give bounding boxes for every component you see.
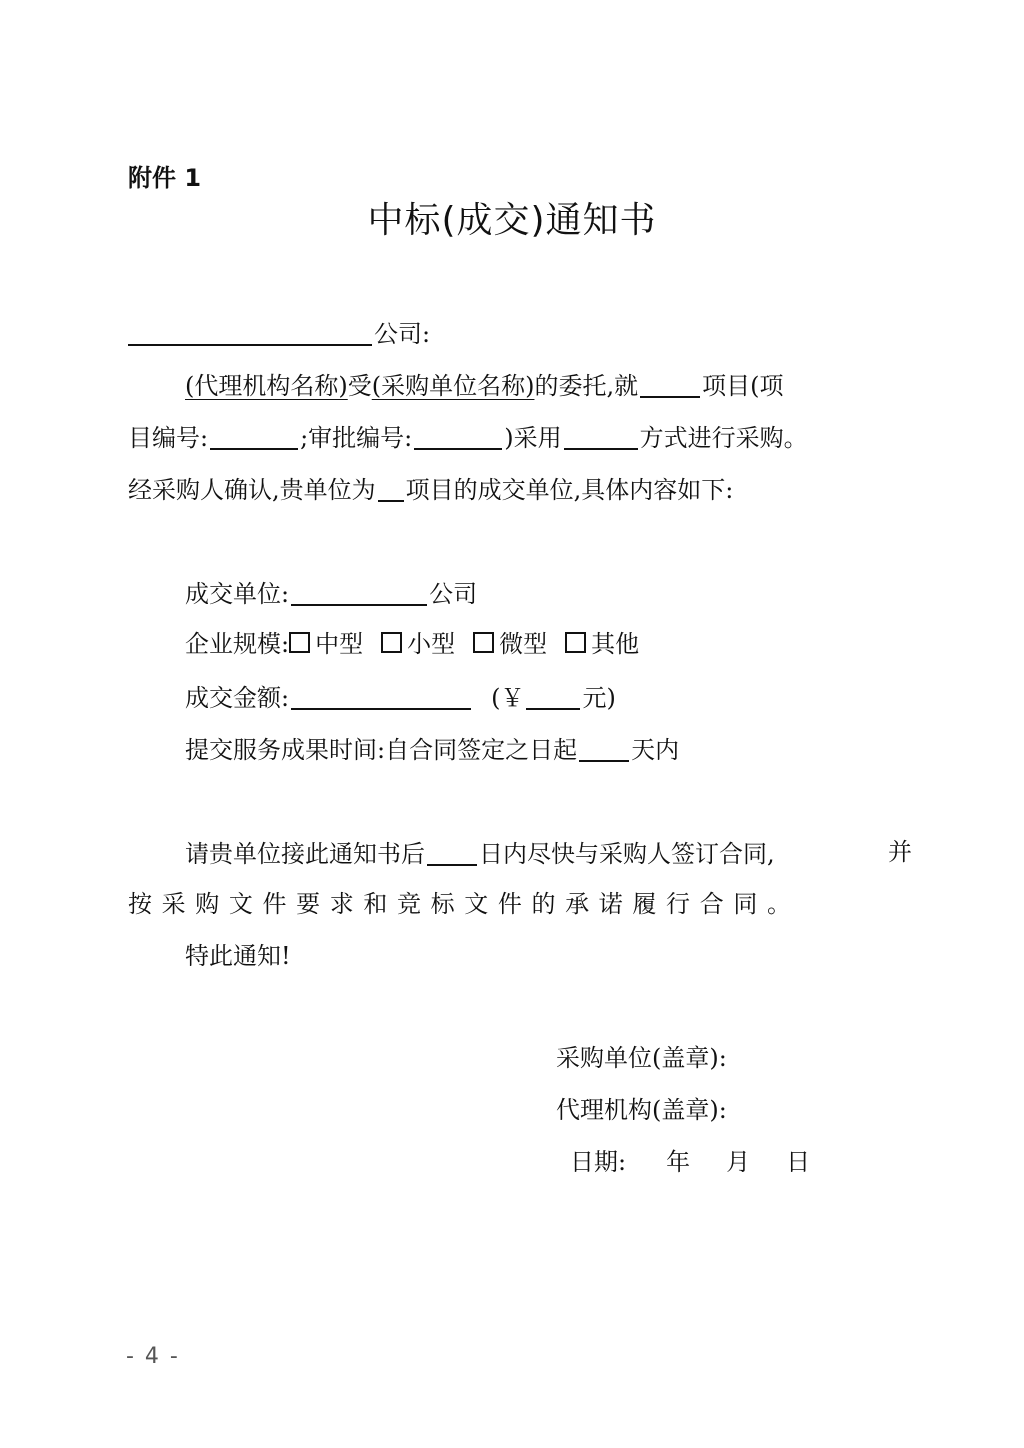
- paragraph1-line1: [185, 372, 783, 398]
- paragraph2-line1: [185, 840, 775, 866]
- salutation-line: [128, 320, 430, 346]
- delivery-time-row: [185, 736, 679, 762]
- winning-project-blank: [378, 476, 404, 502]
- paragraph2-line1-end: 并: [888, 838, 912, 866]
- signing-instruction-suffix: 日内尽快与采购人签订合同,: [479, 840, 775, 868]
- paragraph1-line2: [128, 424, 808, 450]
- paragraph2-line2: 按 采 购 文 件 要 求 和 竞 标 文 件 的 承 诺 履 行 合 同 。: [128, 890, 792, 918]
- procurement-method-blank: [564, 424, 638, 450]
- scale-option-label: 其他: [591, 630, 640, 658]
- agency-stamp-label: 代理机构(盖章):: [556, 1096, 727, 1124]
- closing-text: 特此通知!: [185, 942, 291, 970]
- scale-option-label: 微型: [499, 630, 548, 658]
- scale-option-micro[interactable]: [473, 632, 547, 656]
- date-label: 日期:: [570, 1148, 627, 1176]
- winner-name-blank: [291, 580, 427, 606]
- year-label: 年: [666, 1148, 691, 1176]
- enterprise-scale-row: [185, 632, 657, 656]
- project-number-label: 目编号:: [128, 424, 209, 452]
- approval-number-blank: [414, 424, 502, 450]
- page-title: 中标(成交)通知书: [367, 200, 657, 241]
- date-row: [570, 1150, 810, 1174]
- checkbox-icon[interactable]: [473, 632, 494, 653]
- procurement-method-label: )采用: [504, 424, 562, 452]
- amount-label: 成交金额:: [185, 684, 290, 712]
- enterprise-scale-label: 企业规模:: [185, 630, 290, 658]
- agency-name-placeholder: (代理机构名称): [185, 372, 348, 400]
- scale-option-other[interactable]: [565, 632, 639, 656]
- amount-open: (￥: [491, 684, 525, 712]
- confirmation-text: 经采购人确认,贵单位为: [128, 476, 376, 504]
- salutation-suffix: 公司:: [374, 320, 431, 348]
- signing-days-blank: [427, 840, 477, 866]
- entrust-word: 受: [347, 372, 372, 400]
- checkbox-icon[interactable]: [381, 632, 402, 653]
- delivery-days-blank: [579, 736, 629, 762]
- scale-option-label: 中型: [315, 630, 364, 658]
- scale-option-small[interactable]: [381, 632, 455, 656]
- purchaser-name-placeholder: (采购单位名称): [371, 372, 535, 400]
- project-name-blank: [640, 372, 700, 398]
- scale-options: [289, 632, 657, 656]
- paragraph1-text1: 的委托,就: [534, 372, 639, 400]
- approval-number-label: ;审批编号:: [300, 424, 413, 452]
- winner-label: 成交单位:: [185, 580, 290, 608]
- winner-suffix: 公司: [429, 580, 478, 608]
- page-number: - 4 -: [126, 1344, 180, 1369]
- checkbox-icon[interactable]: [289, 632, 310, 653]
- company-name-blank: [128, 320, 372, 346]
- project-number-blank: [210, 424, 298, 450]
- delivery-time-suffix: 天内: [631, 736, 680, 764]
- delivery-time-label: 提交服务成果时间:自合同签定之日起: [185, 736, 578, 764]
- signing-instruction: 请贵单位接此通知书后: [185, 840, 425, 868]
- amount-words-blank: [291, 684, 471, 710]
- scale-option-label: 小型: [407, 630, 456, 658]
- attachment-label: 附件 1: [128, 164, 202, 192]
- procurement-method-suffix: 方式进行采购。: [639, 424, 808, 452]
- day-label: 日: [786, 1148, 811, 1176]
- amount-row: [185, 684, 616, 710]
- confirmation-suffix: 项目的成交单位,具体内容如下:: [405, 476, 734, 504]
- amount-close: 元): [582, 684, 616, 712]
- checkbox-icon[interactable]: [565, 632, 586, 653]
- paragraph1-line3: [128, 476, 733, 502]
- winner-row: [185, 580, 477, 606]
- purchaser-stamp-label: 采购单位(盖章):: [556, 1044, 727, 1072]
- month-label: 月: [726, 1148, 751, 1176]
- amount-number-blank: [526, 684, 580, 710]
- paragraph1-text2: 项目(项: [702, 372, 784, 400]
- scale-option-medium[interactable]: [289, 632, 363, 656]
